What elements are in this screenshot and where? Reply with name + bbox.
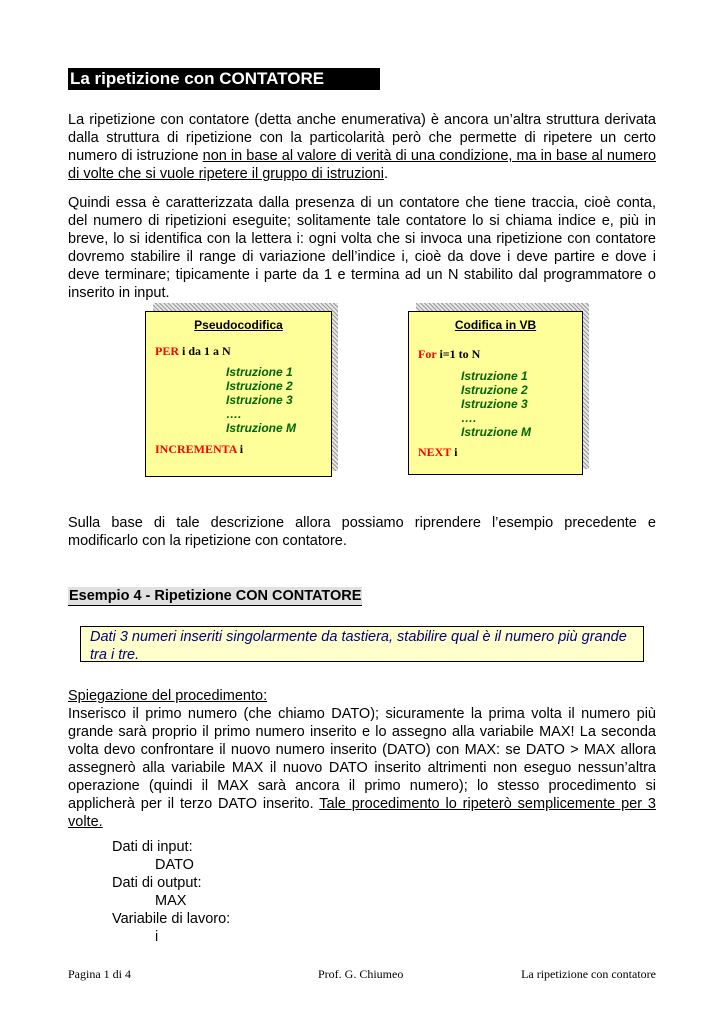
vb-instruction: Istruzione 3 [461, 397, 528, 411]
pseudo-end-rest: i [236, 442, 244, 456]
vb-instruction: Istruzione 2 [461, 383, 528, 397]
footer-page-number: Pagina 1 di 4 [68, 967, 131, 981]
pseudo-end-keyword: INCREMENTA [155, 442, 237, 456]
pseudo-end-line [155, 442, 243, 457]
transition-paragraph: Sulla base di tale descrizione allora possiamo riprendere l’esempio precedente e modificarlo con la ripetizione con contatore. [68, 515, 656, 549]
vb-start-line [418, 347, 480, 362]
vb-end-rest: i [451, 445, 458, 459]
output-value: MAX [155, 893, 187, 909]
counter-paragraph: Quindi essa è caratterizzata dalla presenza di un contatore che tiene traccia, cioè conta, del numero di ripetizioni eseguite; solitamente tale contatore lo si chiama indice e, più in breve, lo si identifica con la lettera i: ogni volta che si invoca una ripetizione con contatore dovremo stabilire il range di variazione dell’indice i, cioè da dove i deve partire e dove i deve terminare; tipicamente i parte da 1 e termina ad un N stabilito dal programmatore o inserito in input. [68, 195, 656, 301]
footer-author: Prof. G. Chiumeo [318, 967, 404, 981]
explanation-text: Inserisco il primo numero (che chiamo DATO); sicuramente la prima volta il numero più grande sarà proprio il primo numero inserito e lo assegno alla variabile MAX! La seconda volta devo confrontare il nuovo numero inserito (DATO) con MAX: se DATO > MAX allora assegnerò alla variabile MAX il nuovo DATO inserito altrimenti non eseguo nessun’altra operazione (quindi il MAX sarà ancora il primo numero); lo stesso procedimento si applicherà per il terzo DATO inserito. [68, 706, 656, 812]
pseudo-start-line [155, 344, 231, 359]
pseudo-instruction: Istruzione M [226, 421, 297, 435]
pseudocode-box [145, 311, 332, 477]
work-variable-label: Variabile di lavoro: [112, 911, 231, 927]
vb-start-keyword: For [418, 347, 437, 361]
pseudo-instruction: …. [226, 407, 242, 421]
intro-underlined: non in base al valore di verità di una condizione, ma in base al numero di volte che si vuole ripetere il gruppo di istruzioni [68, 148, 657, 182]
explanation-heading-text: Spiegazione del procedimento: [68, 688, 268, 704]
example-title: Esempio 4 - Ripetizione CON CONTATORE [69, 588, 362, 604]
task-box: Dati 3 numeri inseriti singolarmente da tastiera, stabilire qual è il numero più grande tra i tre. [80, 626, 644, 662]
page-title: La ripetizione con CONTATORE [68, 68, 380, 90]
footer-topic: La ripetizione con contatore [521, 967, 656, 981]
pseudo-instruction: Istruzione 2 [226, 379, 293, 393]
explanation-paragraph [68, 705, 656, 831]
vb-box-title: Codifica in VB [454, 318, 537, 332]
explanation-underlined: Tale procedimento lo ripeterò semplicemente per 3 volte. [68, 796, 656, 830]
vb-end-keyword: NEXT [418, 445, 452, 459]
vb-code-box [408, 311, 583, 475]
explanation-heading [68, 687, 656, 705]
vb-start-rest: i=1 to N [436, 347, 481, 361]
pseudo-start-keyword: PER [155, 344, 179, 358]
intro-end: . [383, 166, 388, 182]
data-list [112, 838, 230, 946]
vb-instruction: Istruzione M [461, 425, 532, 439]
intro-text: La ripetizione con contatore (detta anche enumerativa) è ancora un’altra struttura derivata dalla struttura di ripetizione con la particolarità però che permette di ripetere un certo numero di istruzione [68, 112, 656, 164]
vb-end-line [418, 445, 457, 460]
vb-instruction: …. [461, 411, 477, 425]
intro-paragraph [68, 111, 656, 183]
input-value: DATO [155, 857, 194, 873]
pseudo-instruction: Istruzione 3 [226, 393, 293, 407]
pseudo-instruction: Istruzione 1 [226, 365, 293, 379]
pseudo-box-title: Pseudocodifica [194, 318, 283, 332]
input-label: Dati di input: [112, 839, 193, 855]
vb-instruction: Istruzione 1 [461, 369, 528, 383]
output-label: Dati di output: [112, 875, 202, 891]
pseudo-start-rest: i da 1 a N [179, 344, 231, 358]
work-variable-value: i [155, 929, 159, 945]
